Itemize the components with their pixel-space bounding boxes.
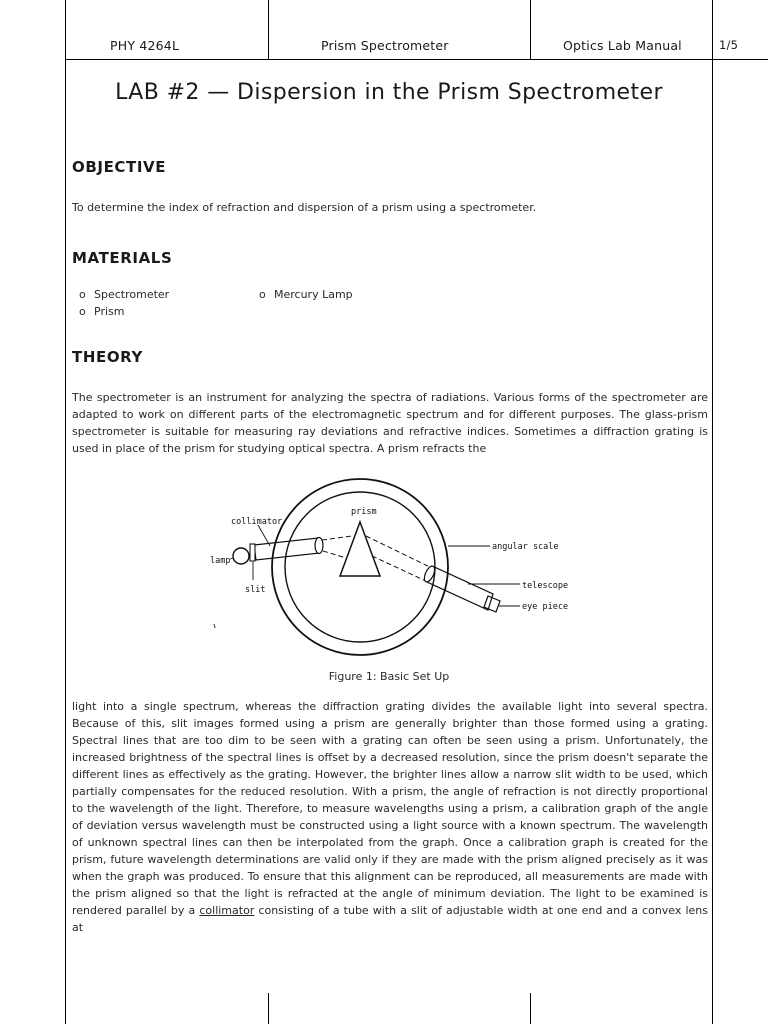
left-margin-line xyxy=(65,0,66,1024)
header-divider-1 xyxy=(268,0,269,60)
material-item xyxy=(79,305,124,318)
theory-paragraph-1: The spectrometer is an instrument for analyzing the spectra of radiations. Various forms of the spectrometer are adapted to work on different parts of the electromagnetic spectrum and for different purposes. The glass-prism spectrometer is suitable for measuring ray deviations and refractive indices. Sometimes a diffraction grating is used in place of the prism for studying optical spectra. A prism refracts the xyxy=(72,391,708,455)
header-manual: Optics Lab Manual xyxy=(563,38,682,53)
materials-heading: MATERIALS xyxy=(72,249,173,267)
refracted-ray xyxy=(372,556,428,582)
material-label: Spectrometer xyxy=(94,288,170,301)
footer-divider-2 xyxy=(530,993,531,1024)
theory-paragraph-2 xyxy=(72,698,708,936)
slit-label: slit xyxy=(245,585,266,595)
material-label: Mercury Lamp xyxy=(274,288,353,301)
theory-paragraph-2-tail: consisting of a tube with a slit of adjustable width at one end and a convex lens at xyxy=(72,904,709,934)
angular-scale-outer-ring xyxy=(272,479,448,655)
telescope-label: telescope xyxy=(522,581,569,591)
prism-shape xyxy=(340,522,380,576)
figure-caption: Figure 1: Basic Set Up xyxy=(328,670,450,683)
lamp-bulb xyxy=(233,548,249,564)
header-course: PHY 4264L xyxy=(110,38,180,53)
setup-diagram xyxy=(200,470,570,660)
eye-piece-label: eye piece xyxy=(522,602,569,612)
prism-label: prism xyxy=(351,507,377,517)
theory-paragraph-2-text: light into a single spectrum, whereas the diffraction grating divides the available light into several spectra. Because of this, slit images formed using a prism are generally brighter than those formed using a grating. Spectral lines that are too dim to be seen with a grating can often be seen using a prism. Unfortunately, the increased brightness of the spectral lines is offset by a decreased resolution, since the prism doesn't separate the different lines as effectively as the grating. However, the brighter lines allow a narrow slit width to be used, which partially compensates for the reduced resolution. With a prism, the angle of refraction is not directly proportional to the wavelength of the light. Therefore, to measure wavelengths using a prism, a calibration graph of the angle of deviation versus wavelength must be constructed using a light source with a known spectrum. The wavelength of unknown spectral lines can then be interpolated from the graph. Once a calibration graph is created for the prism, future wavelength determinations are valid only if they are made with the prism aligned precisely as it was when the graph was produced. To ensure that this alignment can be reproduced, all measurements are made with the prism aligned so that the light is refracted at the angle of minimum deviation. The light to be examined is rendered parallel by a xyxy=(72,700,708,917)
incident-ray xyxy=(322,536,352,540)
material-item xyxy=(79,288,169,301)
collimator-label: collimator xyxy=(231,517,283,527)
header-topic: Prism Spectrometer xyxy=(321,38,449,53)
incident-ray xyxy=(323,551,346,558)
bullet-marker: o xyxy=(79,288,86,301)
header-page-number: 1/5 xyxy=(719,38,739,52)
bullet-marker: o xyxy=(79,305,86,318)
objective-text: To determine the index of refraction and dispersion of a prism using a spectrometer. xyxy=(72,201,537,214)
page-title: LAB #2 — Dispersion in the Prism Spectrometer xyxy=(115,80,663,105)
telescope-tube xyxy=(427,566,493,610)
angular-scale-label: angular scale xyxy=(492,542,559,552)
header-bottom-line xyxy=(65,59,768,60)
header-divider-2 xyxy=(530,0,531,60)
objective-heading: OBJECTIVE xyxy=(72,158,167,176)
collimator-link[interactable]: collimator xyxy=(199,904,255,917)
collimator-leader-line xyxy=(258,525,270,546)
stray-mark xyxy=(214,624,215,628)
slit xyxy=(250,544,255,561)
collimator-lens-end xyxy=(315,538,323,554)
lamp-label: lamp xyxy=(210,556,231,566)
right-margin-line xyxy=(712,0,713,1024)
theory-heading: THEORY xyxy=(72,348,143,366)
footer-divider-1 xyxy=(268,993,269,1024)
bullet-marker: o xyxy=(259,288,266,301)
material-item xyxy=(259,288,353,301)
material-label: Prism xyxy=(94,305,125,318)
